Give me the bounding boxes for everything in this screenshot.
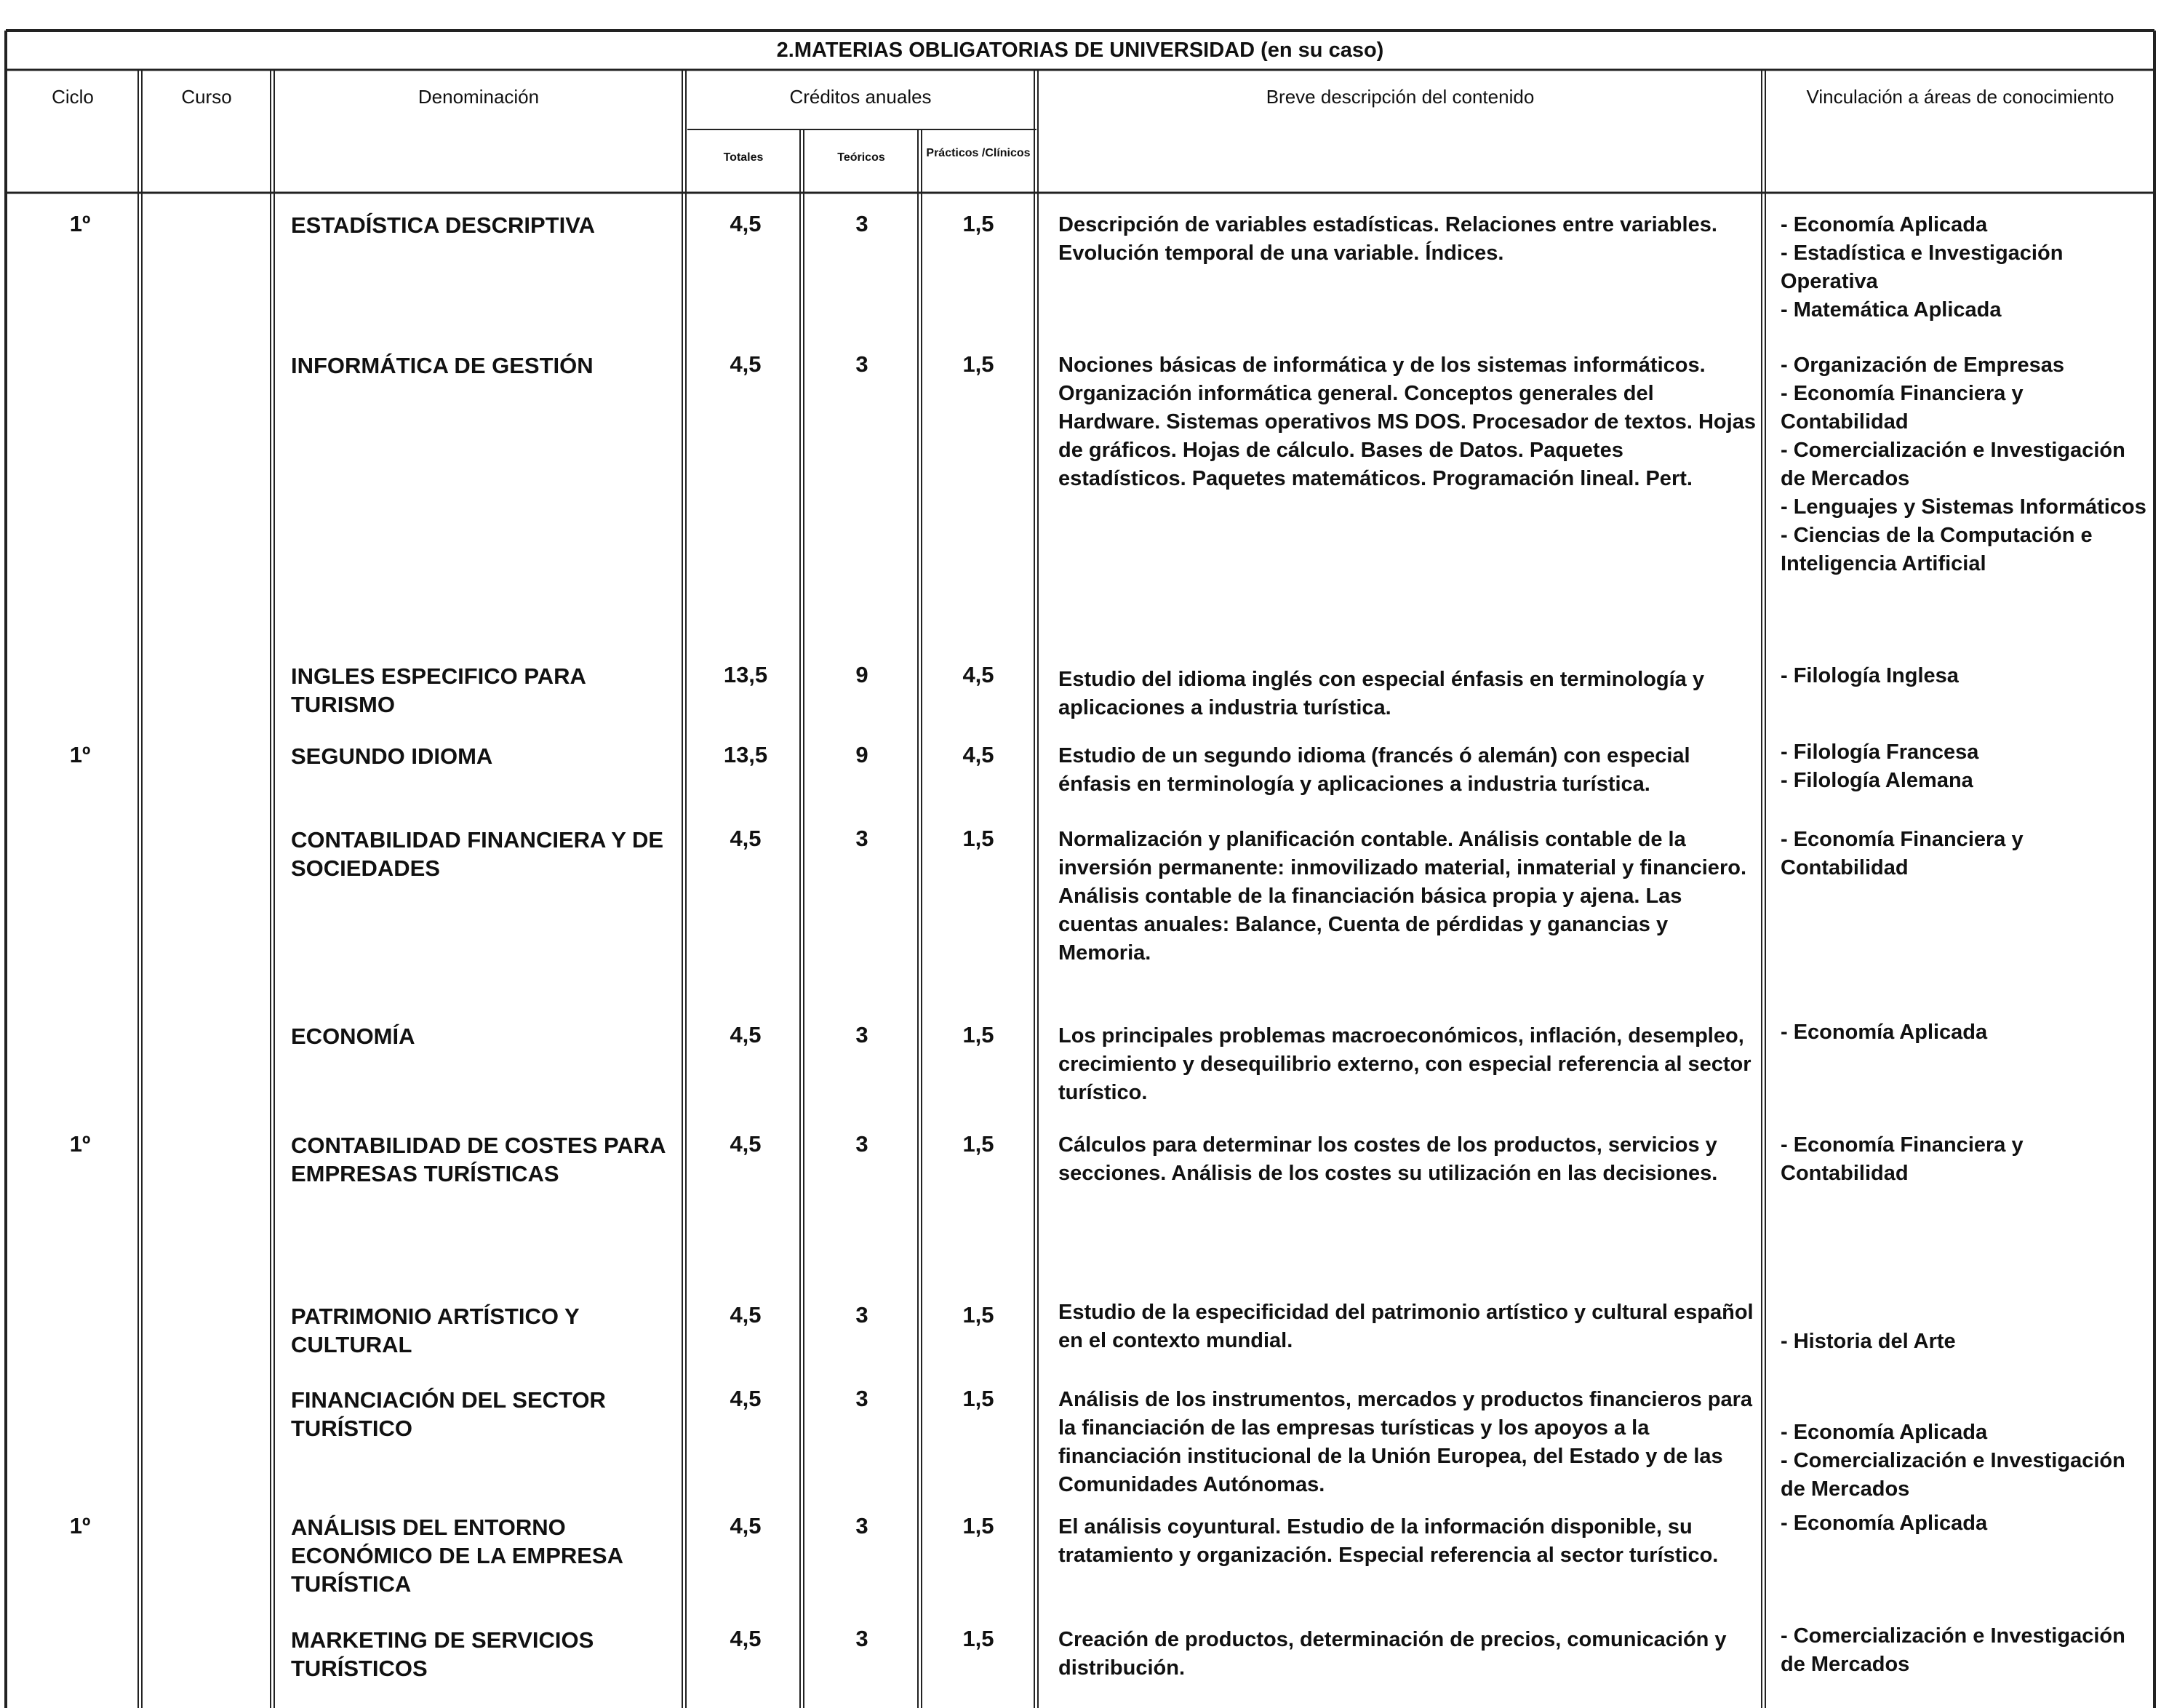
row-descripcion: Estudio del idioma inglés con especial énfasis en terminología y aplicaciones a industria turística.	[1058, 668, 1704, 719]
row-areas: - Economía Aplicada - Estadística e Investigación Operativa - Matemática Aplicada	[1781, 213, 2064, 322]
row-denominacion: INFORMÁTICA DE GESTIÓN	[291, 353, 594, 378]
row-teoricos: 3	[855, 351, 868, 377]
row-descripcion: El análisis coyuntural. Estudio de la información disponible, su tratamiento y organización. Especial referencia al sector turístico.	[1058, 1515, 1719, 1567]
row-denominacion: FINANCIACIÓN DEL SECTOR TURÍSTICO	[291, 1387, 606, 1441]
row-denominacion: ECONOMÍA	[291, 1023, 415, 1049]
row-teoricos: 3	[855, 1513, 868, 1539]
row-practicos: 1,5	[962, 1302, 994, 1328]
header-descripcion: Breve descripción del contenido	[1266, 86, 1535, 108]
row-descripcion: Normalización y planificación contable. Análisis contable de la inversión permanente: inmovilizado material, inmaterial y financiero. Análisis contable de la financiación básica propia y ajena. Las cuentas anuales: Balance, Cuenta de pérdidas y ganancias y Memoria.	[1058, 828, 1746, 965]
row-totales: 4,5	[730, 1022, 762, 1047]
header-practicos: Prácticos /Clínicos	[926, 147, 1031, 159]
row-descripcion: Creación de productos, determinación de precios, comunicación y distribución.	[1058, 1628, 1727, 1680]
row-teoricos: 3	[855, 1302, 868, 1328]
row-descripcion: Cálculos para determinar los costes de los productos, servicios y secciones. Análisis de los costes su utilización en las decisiones.	[1058, 1133, 1718, 1185]
row-denominacion: ESTADÍSTICA DESCRIPTIVA	[291, 212, 595, 238]
row-practicos: 4,5	[962, 662, 994, 687]
row-teoricos: 3	[855, 1131, 868, 1157]
row-teoricos: 3	[855, 1022, 868, 1047]
row-teoricos: 9	[855, 662, 868, 687]
row-areas: - Economía Financiera y Contabilidad	[1781, 828, 2024, 879]
row-practicos: 1,5	[962, 1131, 994, 1157]
row-practicos: 1,5	[962, 826, 994, 851]
row-descripcion: Estudio de la especificidad del patrimonio artístico y cultural español en el contexto mundial.	[1058, 1301, 1754, 1352]
row-totales: 4,5	[730, 1302, 762, 1328]
row-ciclo: 1º	[69, 1513, 91, 1539]
row-totales: 13,5	[723, 662, 768, 687]
row-practicos: 1,5	[962, 351, 994, 377]
row-areas: - Organización de Empresas - Economía Financiera y Contabilidad - Comercialización e Investigación de Mercados - Lenguajes y Sistemas Informáticos - Ciencias de la Computación e Inteligencia Artificial	[1781, 354, 2146, 575]
row-denominacion: PATRIMONIO ARTÍSTICO Y CULTURAL	[291, 1304, 580, 1357]
row-denominacion: CONTABILIDAD DE COSTES PARA EMPRESAS TURÍSTICAS	[291, 1133, 666, 1186]
row-descripcion: Nociones básicas de informática y de los sistemas informáticos. Organización informática general. Conceptos generales del Hardware. Sistemas operativos MS DOS. Procesador de textos. Hojas de gráficos. Hojas de cálculo. Bases de Datos. Paquetes estadísticos. Paquetes matemáticos. Programación lineal. Pert.	[1058, 354, 1756, 490]
row-ciclo: 1º	[69, 1131, 91, 1157]
row-denominacion: MARKETING DE SERVICIOS TURÍSTICOS	[291, 1627, 594, 1681]
row-ciclo: 1º	[69, 742, 91, 767]
row-practicos: 1,5	[962, 211, 994, 236]
row-areas: - Economía Aplicada	[1781, 1512, 1988, 1535]
row-denominacion: SEGUNDO IDIOMA	[291, 743, 493, 769]
row-descripcion: Los principales problemas macroeconómicos, inflación, desempleo, crecimiento y desequilibrio externo, con especial referencia al sector turístico.	[1058, 1024, 1751, 1104]
row-totales: 4,5	[730, 211, 762, 236]
row-areas: - Comercialización e Investigación de Mercados	[1781, 1624, 2125, 1676]
row-practicos: 1,5	[962, 1513, 994, 1539]
row-areas: - Economía Aplicada - Comercialización e Investigación de Mercados	[1781, 1421, 2125, 1501]
row-denominacion: CONTABILIDAD FINANCIERA Y DE SOCIEDADES	[291, 827, 664, 881]
row-areas: - Filología Inglesa	[1781, 664, 1959, 687]
row-teoricos: 3	[855, 1386, 868, 1411]
row-denominacion: ANÁLISIS DEL ENTORNO ECONÓMICO DE LA EMPRESA TURÍSTICA	[291, 1515, 623, 1597]
row-denominacion: INGLES ESPECIFICO PARA TURISMO	[291, 663, 586, 717]
row-totales: 4,5	[730, 1131, 762, 1157]
row-teoricos: 3	[855, 211, 868, 236]
row-teoricos: 9	[855, 742, 868, 767]
row-totales: 4,5	[730, 1386, 762, 1411]
row-totales: 4,5	[730, 1626, 762, 1651]
row-descripcion: Estudio de un segundo idioma (francés ó alemán) con especial énfasis en terminología y aplicaciones a industria turística.	[1058, 744, 1690, 796]
row-areas: - Historia del Arte	[1781, 1330, 1956, 1353]
header-denominacion: Denominación	[418, 86, 540, 108]
row-areas: - Filología Francesa - Filología Alemana	[1781, 741, 1979, 792]
header-ciclo: Ciclo	[52, 86, 94, 108]
row-ciclo: 1º	[69, 211, 91, 236]
row-totales: 4,5	[730, 351, 762, 377]
header-teoricos: Teóricos	[837, 151, 885, 164]
table-title: 2.MATERIAS OBLIGATORIAS DE UNIVERSIDAD (en su caso)	[776, 39, 1384, 62]
header-totales: Totales	[723, 151, 764, 164]
row-practicos: 1,5	[962, 1022, 994, 1047]
row-practicos: 1,5	[962, 1386, 994, 1411]
row-descripcion: Análisis de los instrumentos, mercados y productos financieros para la financiación de las empresas turísticas y los apoyos a la financiación institucional de la Unión Europea, del Estado y de las Comunidades Autónomas.	[1058, 1388, 1753, 1496]
row-areas: - Economía Aplicada	[1781, 1021, 1988, 1044]
header-vinculacion: Vinculación a áreas de conocimiento	[1806, 86, 2114, 108]
row-totales: 13,5	[723, 742, 768, 767]
row-teoricos: 3	[855, 1626, 868, 1651]
row-teoricos: 3	[855, 826, 868, 851]
row-practicos: 1,5	[962, 1626, 994, 1651]
row-totales: 4,5	[730, 826, 762, 851]
row-descripcion: Descripción de variables estadísticas. Relaciones entre variables. Evolución temporal de una variable. Índices.	[1058, 213, 1717, 265]
header-curso: Curso	[181, 86, 232, 108]
row-areas: - Economía Financiera y Contabilidad	[1781, 1133, 2024, 1185]
row-practicos: 4,5	[962, 742, 994, 767]
row-totales: 4,5	[730, 1513, 762, 1539]
header-creditos: Créditos anuales	[789, 86, 932, 108]
